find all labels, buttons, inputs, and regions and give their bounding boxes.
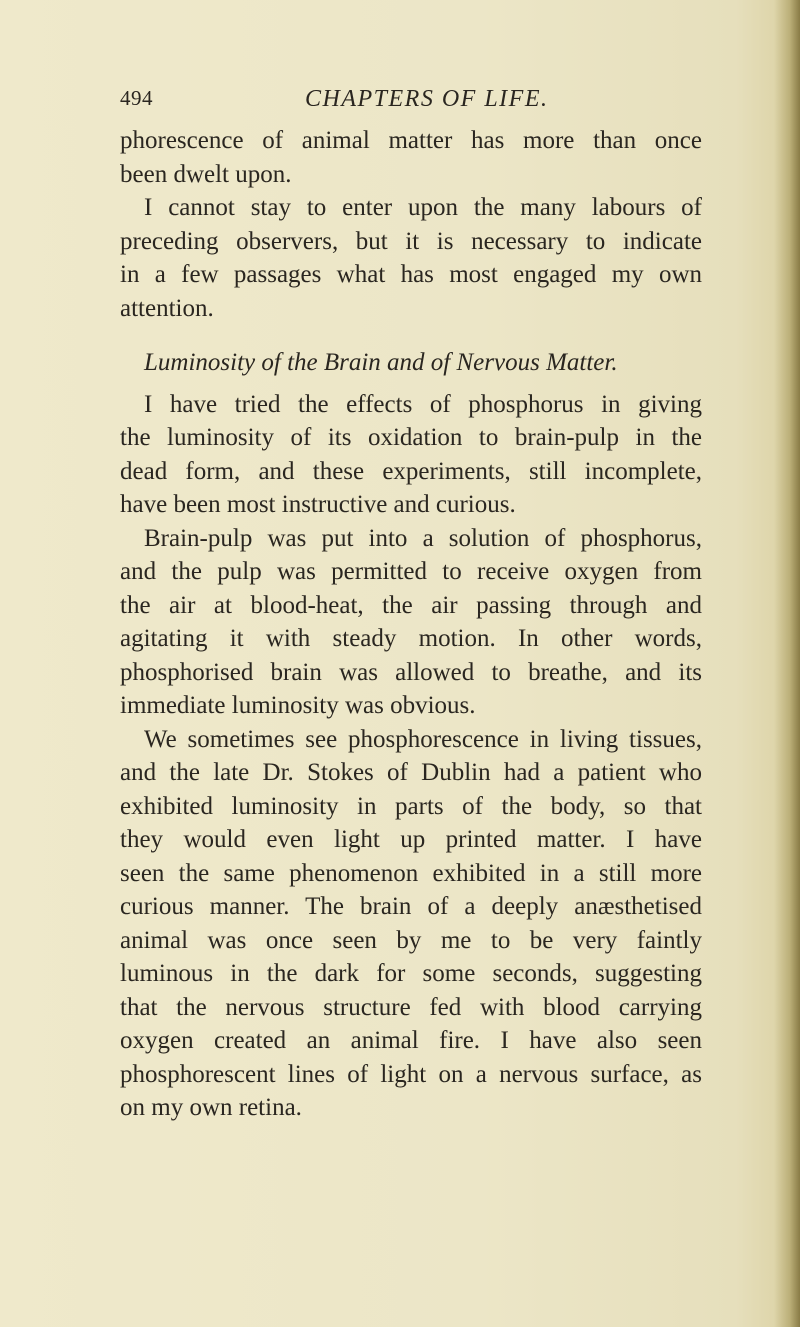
page-number: 494 [120,86,153,110]
running-head: CHAPTERS OF LIFE. [305,86,549,112]
text-line: animal was once seen by me to be very faintly [120,926,702,954]
text-line: they would even light up printed matter. I have [120,826,702,853]
text-line: luminous in the dark for some seconds, suggesting [120,960,702,987]
text-line: preceding observers, but it is necessary to indicate [120,227,702,255]
page-header [120,86,700,126]
text-block [120,124,702,1125]
text-line: curious manner. The brain of a deeply anæsthetised [120,893,702,920]
text-line: on my own retina. [120,1094,302,1121]
text-line: attention. [120,294,214,322]
text-line: dead form, and these experiments, still incomplete, [120,457,702,485]
text-line: seen the same phenomenon exhibited in a still more [120,859,702,887]
text-line: that the nervous structure fed with blood carrying [120,993,702,1021]
text-line: agitating it with steady motion. In other words, [120,625,702,652]
text-line: been dwelt upon. [120,160,292,188]
text-line: and the pulp was permitted to receive oxygen from [120,558,702,585]
text-line: phorescence of animal matter has more than once [120,127,702,154]
text-line: immediate luminosity was obvious. [120,692,476,719]
text-line: oxygen created an animal fire. I have also seen [120,1027,702,1054]
text-line: have been most instructive and curious. [120,491,516,518]
section-heading: Luminosity of the Brain and of Nervous Matter. [144,349,618,376]
text-line: and the late Dr. Stokes of Dublin had a patient who [120,759,702,786]
text-line: We sometimes see phosphorescence in living tissues, [144,725,702,753]
text-line: Brain-pulp was put into a solution of phosphorus, [144,524,702,552]
text-line: phosphorised brain was allowed to breathe, and its [120,658,702,686]
text-line: exhibited luminosity in parts of the body, so that [120,792,702,820]
page-edge-shadow [774,0,800,1327]
text-line: the luminosity of its oxidation to brain-pulp in the [120,424,702,451]
text-line: the air at blood-heat, the air passing through and [120,591,702,619]
text-line: I have tried the effects of phosphorus in giving [144,390,702,418]
text-line: phosphorescent lines of light on a nervous surface, as [120,1060,702,1088]
text-line: in a few passages what has most engaged my own [120,261,702,288]
text-line: I cannot stay to enter upon the many labours of [144,194,702,221]
